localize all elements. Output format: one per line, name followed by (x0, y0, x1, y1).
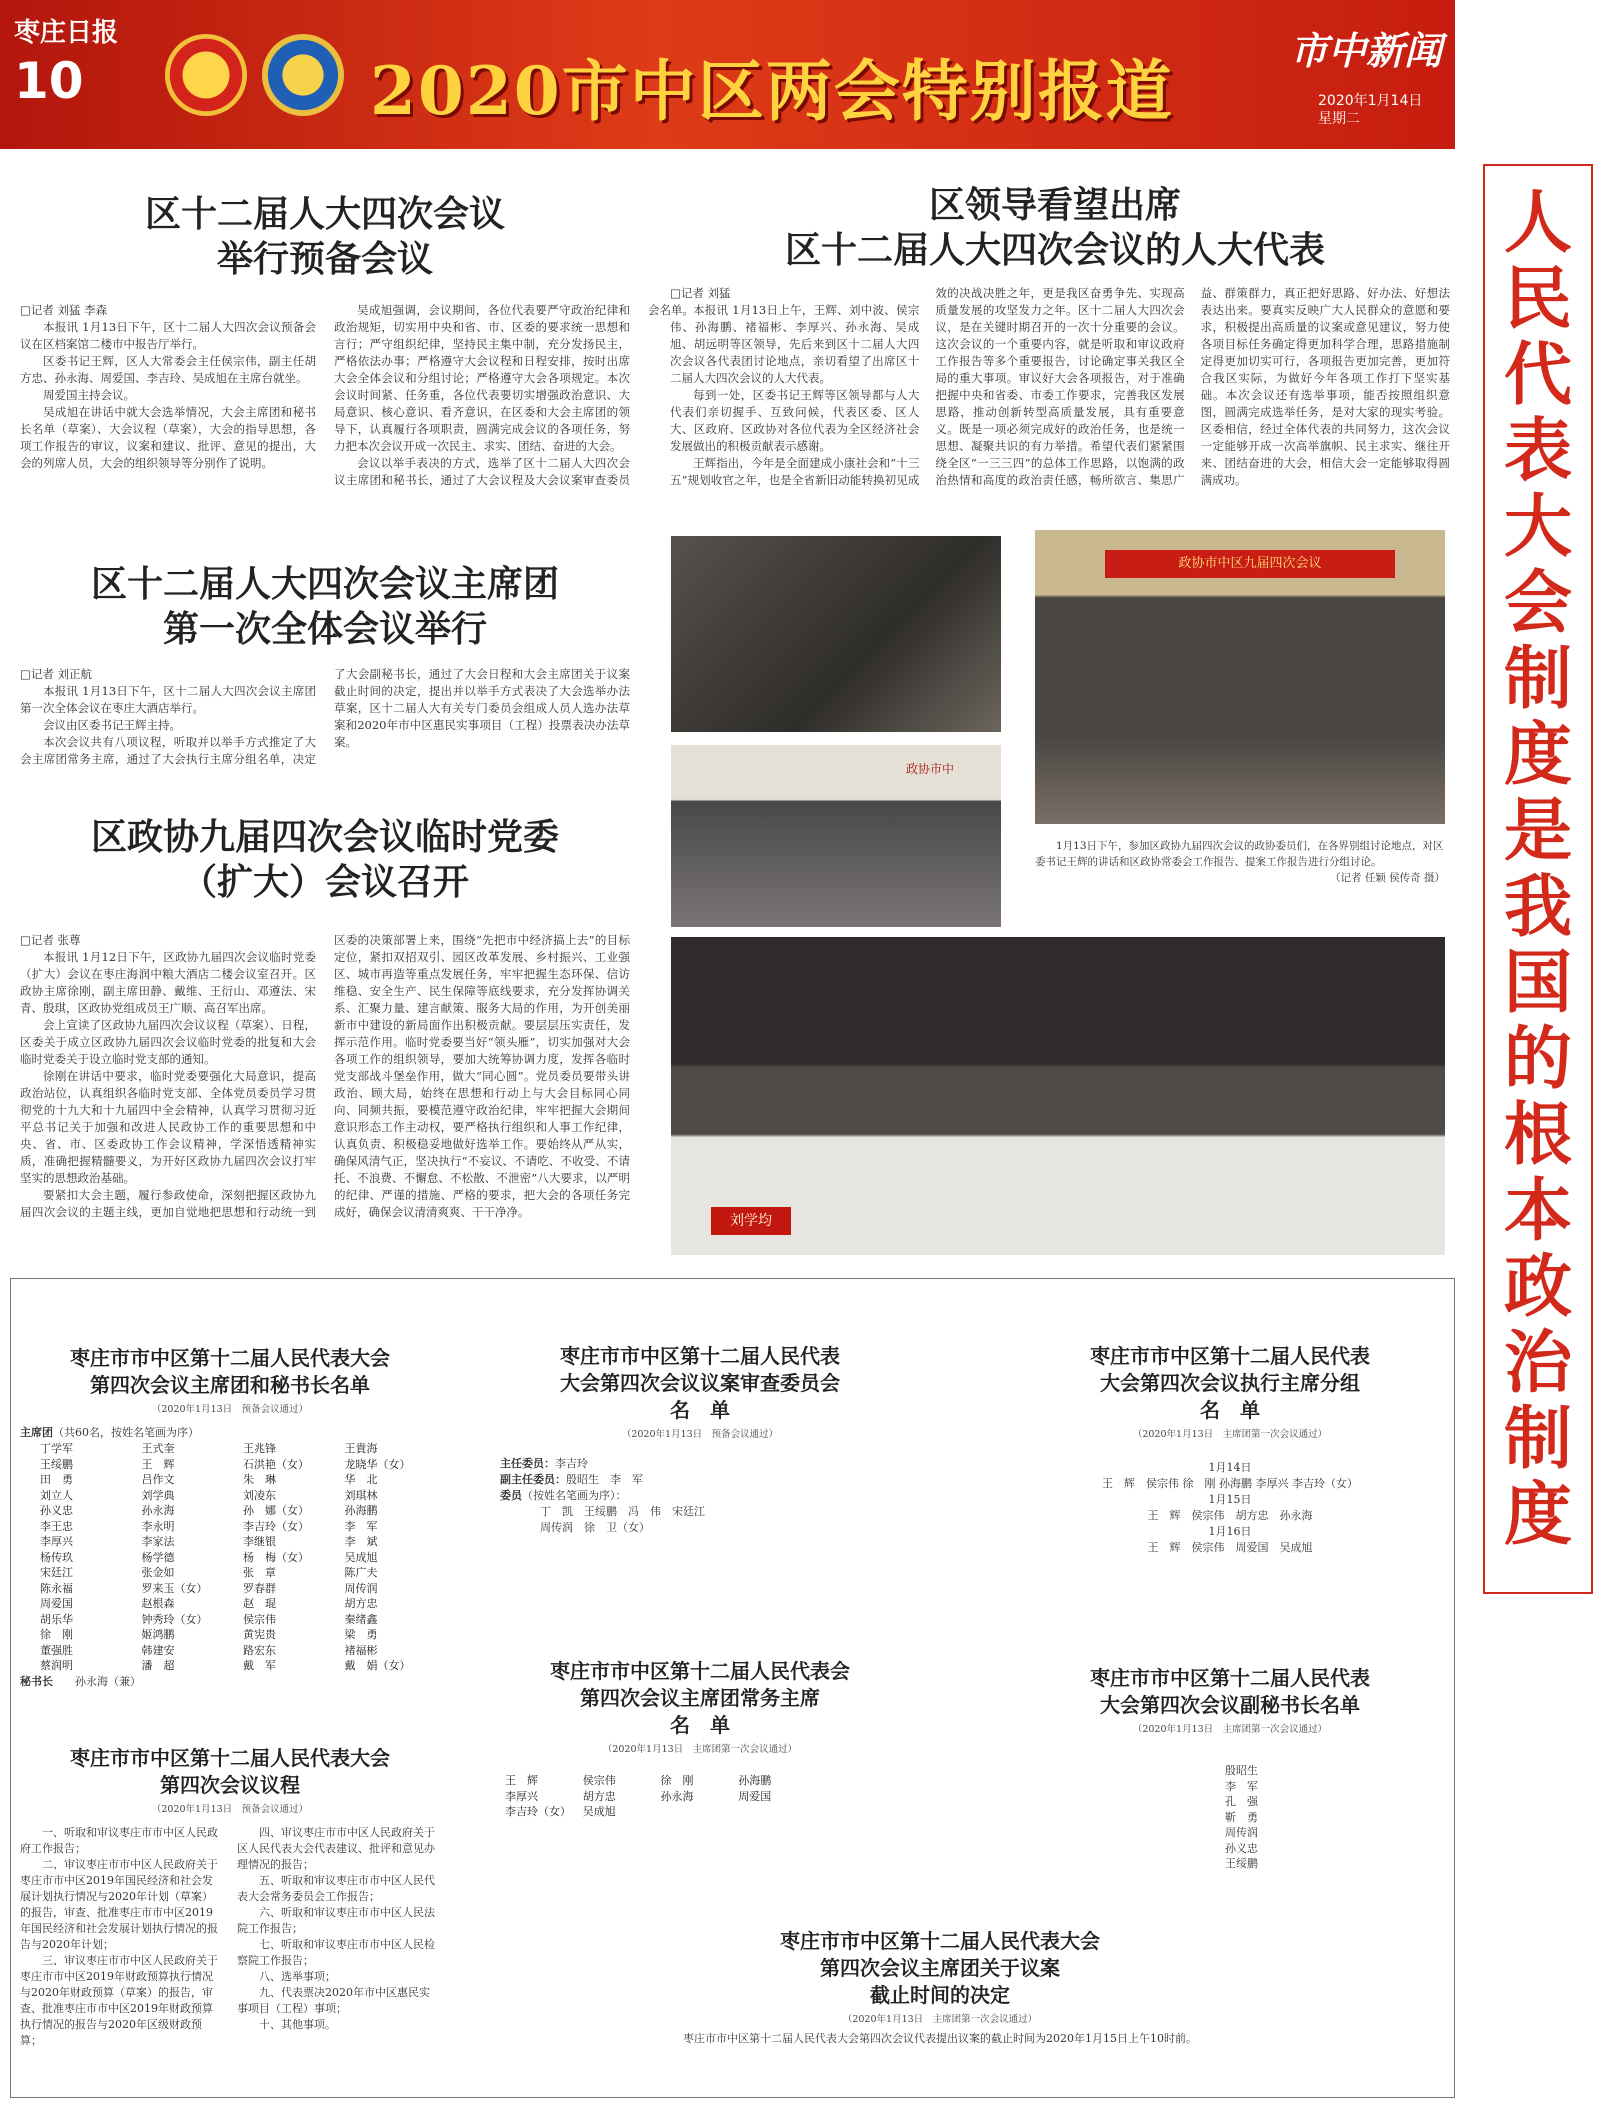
name-item: 王绥鹏 (1225, 1857, 1258, 1870)
name-item: 潘 超 (141, 1659, 175, 1672)
name-item: 王 辉 (505, 1774, 538, 1787)
list-line: 1月16日 (1208, 1525, 1252, 1538)
name-item: 徐 刚 (660, 1774, 694, 1787)
agenda-item: 九、代表票决2020年市中区惠民实事项目（工程）事项； (237, 1986, 430, 2015)
article-body: □记者 张尊 本报讯 1月12日下午，区政协九届四次会议临时党委（扩大）会议在枣庄海润中粮大酒店二楼会议室召开。区政协主席徐刚，副主席田静、戴维、王衍山、邓遵法、宋青、殷琪，区政协党组成员王广顺、高召军出席。 会上宣读了区政协九届四次会议议程（草案）、日程，区委关于成立区政协九届四次会议临时党委的批复和大会临时党委关于设立临时党支部的通知。 徐刚在讲话中要求，临时党委要强化大局意识，提高政治站位，认真组织各临时党支部、全体党员委员学习贯彻党的十九大和十九届四中全会精神，认真学习贯彻习近平总书记关于加强和改进人民政协工作的重要思想和中央、省、市、区委政协工作会议精神，学深悟透精神实质，准确把握精髓要义，为开好区政协九届四次会议打牢坚实的思想政治基础。 要紧扣大会主题，履行参政使命，深刻把握区政协九届四次会议的主题主线，更加自觉地把思想和行动统一到区委的决策部署上来，围绕“先把市中经济搞上去”的目标定位，紧扣双招双引、园区改革发展、乡村振兴、工业强区、城市再造等重点发展任务，牢牢把握生态环保、信访维稳、安全生产、民生保障等底线要求，充分发挥协调关系、汇聚力量、建言献策、服务大局的作用，为开创美丽新市中建设的新局面作出积极贡献。要层层压实责任，发挥示范作用。临时党委要当好“领头雁”，切实加强对大会各项工作的组织领导，要加大统筹协调力度，发挥各临时党支部战斗堡垒作用，做大“同心圆”。党员委员要带头讲政治、顾大局，始终在思想和行动上与大会目标同心同向、同频共振，要模范遵守政治纪律，牢牢把握大会期间意识形态工作主动权，要严格执行组织和人事工作纪律，认真负责、积极稳妥地做好选举工作。要始终从严从实，确保风清气正，坚决执行“不妄议、不请吃、不收受、不请托、不浪费、不懈怠、不松散、不泄密”八大要求，以严明的纪律、严谨的措施、严格的要求，把大会的各项任务完成好，确保会议清清爽爽、干干净净。 (20, 933, 630, 1219)
list-title: 枣庄市市中区第十二届人民代表大会 第四次会议主席团和秘书长名单 (70, 1346, 390, 1397)
article-preparatory-meeting (20, 192, 630, 282)
name-item: 赵根森 (141, 1597, 175, 1610)
name-item: 石洪艳（女） (243, 1457, 309, 1471)
banner-title: 2020市中区两会特别报道 (370, 52, 1174, 130)
name-item: 董强胜 (40, 1643, 73, 1657)
name-item: 孔 强 (1225, 1795, 1258, 1808)
page-number: 10 (14, 52, 84, 110)
agenda-item: 二、审议枣庄市市中区人民政府关于枣庄市市中区2019年国民经济和社会发展计划执行情况与2020年计划（草案）的报告，审查、批准枣庄市市中区2019年国民经济和社会发展计划执行情况的报告与2020年计划； (20, 1858, 218, 1951)
article-title: 区十二届人大四次会议主席团 (90, 564, 559, 605)
name-item: 李厚兴 (40, 1535, 73, 1548)
name-item: 李王忠 (40, 1519, 73, 1533)
committee-row: 丁 凯 王绥鹏 冯 伟 宋廷江 (540, 1505, 705, 1518)
photo-caption: 1月13日下午，参加区政协九届四次会议的政协委员们，在各界别组讨论地点，对区委书记王辉的讲话和区政协常委会工作报告、提案工作报告进行分组讨论。 （记者 任颖 侯传奇 摄） (1035, 840, 1445, 884)
name-item: 钟秀玲（女） (141, 1612, 208, 1626)
name-item: 姬鸿鹏 (141, 1628, 175, 1641)
committee-row: 副主任委员：殷昭生 李 军 (500, 1473, 643, 1486)
name-item: 李吉玲（女） (505, 1805, 571, 1818)
name-item: 刘学典 (141, 1488, 175, 1502)
name-item: 李 斌 (344, 1535, 378, 1548)
motion-deadline-decision: 枣庄市市中区第十二届人民代表大会 第四次会议主席团关于议案 截止时间的决定 （2020年1月13日 主席团第一次会议通过） 枣庄市市中区第十二届人民代表大会第四次会议代表提出议案的截止时间为2020年1月15日上午10时前。 (600, 1928, 1280, 2047)
name-item: 赵 琨 (243, 1597, 276, 1610)
cppcc-emblem-icon (262, 34, 344, 116)
article-title: 区政协九届四次会议临时党委 (90, 817, 559, 858)
committee-row: 委员（按姓名笔画为序）： (500, 1489, 627, 1502)
name-item: 张金如 (141, 1566, 175, 1579)
name-item: 吕作文 (141, 1473, 175, 1486)
article-body: □记者 刘猛 李森 本报讯 1月13日下午，区十二届人大四次会议预备会议在区档案馆二楼市中报告厅举行。 区委书记王辉，区人大常委会主任侯宗伟，副主任胡方忠、孙永海、周爱国、李吉玲、吴成旭在主席台就坐。 周爱国主持会议。 吴成旭在讲话中就大会选举情况，大会主席团和秘书长名单（草案）、大会议程（草案），大会的指导思想，各项工作报告的审议，议案和建议、批评、意见的提出，大会的列席人员，大会的组织领导等分别作了说明。 吴成旭强调，会议期间，各位代表要严守政治纪律和政治规矩，切实用中央和省、市、区委的要求统一思想和言行；严守组织纪律，坚持民主集中制，充分发扬民主，严格依法办事；严格遵守大会议程和日程安排，按时出席大会全体会议和分组讨论；严格遵守大会各项规定。本次会议时间紧、任务重，各位代表要切实增强政治意识、大局意识、核心意识、看齐意识，在区委和大会主席团的领导下，认真履行各项职责，圆满完成会议的各项任务，努力把本次会议开成一次民主、求实、团结、奋进的大会。 会议以举手表决的方式，选举了区十二届人大四次会议主席团和秘书长，通过了大会议程及大会议案审查委员会名单。 (20, 303, 694, 487)
list-line: 王 辉 侯宗伟 徐 刚 孙海鹏 李厚兴 李吉玲（女） (1102, 1477, 1358, 1490)
article-presidium-meeting: 区十二届人大四次会议主席团 第一次全体会议举行 (20, 562, 630, 652)
name-item: 孙永海 (141, 1504, 175, 1517)
name-item: 李 军 (344, 1519, 378, 1533)
article-title: 区领导看望出席 (928, 185, 1181, 226)
photo-group-discussion (1035, 530, 1445, 824)
name-item: 侯宗伟 (243, 1612, 276, 1626)
agenda-item: 五、听取和审议枣庄市市中区人民代表大会常务委员会工作报告； (237, 1874, 435, 1903)
name-item: 田 勇 (40, 1473, 73, 1486)
name-item: 黄宪贵 (243, 1628, 276, 1641)
list-line: 1月14日 (1208, 1461, 1252, 1474)
name-item: 殷昭生 (1225, 1764, 1258, 1777)
name-item: 李 军 (1225, 1779, 1258, 1793)
name-item: 周传润 (344, 1581, 378, 1595)
agenda-item: 一、听取和审议枣庄市市中区人民政府工作报告； (20, 1826, 218, 1855)
room-sign: 政协市中 (906, 762, 955, 776)
name-item: 陈永福 (40, 1581, 73, 1595)
name-item: 李吉玲（女） (243, 1519, 309, 1533)
national-emblem-icon (165, 34, 247, 116)
article-leaders-visit: 区领导看望出席 区十二届人大四次会议的人大代表 (660, 183, 1450, 273)
agenda-list: 枣庄市市中区第十二届人民代表大会 第四次会议议程 （2020年1月13日 预备会议通过） 一、听取和审议枣庄市市中区人民政府工作报告； 二、审议枣庄市市中区人民政府关于枣庄市市中区2019年国民经济和社会发展计划执行情况与2020年计划（草案）的报告，审查、批准枣庄市市中区2019年国民经济和社会发展计划执行情况的报告与2020年计划； 三、审议枣庄市市中区人民政府关于枣庄市市中区2019年财政预算执行情况与2020年财政预算（草案）的报告，审查、批准枣庄市市中区2019年财政预算执行情况的报告与2020年区级财政预算； 四、审议枣庄市市中区人民政府关于区人民代表大会代表建议、批评和意见办理情况的报告； 五、听取和审议枣庄市市中区人民代表大会常务委员会工作报告； 六、听取和审议枣庄市市中区人民法院工作报告； 七、听取和审议枣庄市市中区人民检察院工作报告； 八、选举事项； 九、代表票决2020年市中区惠民实事项目（工程）事项； 十、其他事项。 (20, 1745, 440, 2049)
article-cppcc-party-committee: 区政协九届四次会议临时党委 （扩大）会议召开 (20, 815, 630, 905)
deputy-secretary-list: 枣庄市市中区第十二届人民代表 大会第四次会议副秘书长名单 （2020年1月13日 主席团第一次会议通过） 殷昭生 李 军 孔 强 靳 勇 周传润 孙义忠 王绥鹏 (1010, 1665, 1450, 1872)
name-item: 龙晓华（女） (344, 1457, 411, 1471)
name-item: 吴成旭 (582, 1805, 616, 1818)
agenda-item: 十、其他事项。 (259, 2018, 336, 2031)
name-item: 李家法 (141, 1535, 175, 1548)
name-item: 褚福彬 (344, 1643, 378, 1657)
name-item: 罗来玉（女） (141, 1581, 208, 1595)
article-title: 区十二届人大四次会议 举行预备会议 (144, 194, 505, 280)
name-item: 胡方忠 (344, 1597, 378, 1610)
name-item: 王貴海 (344, 1442, 378, 1455)
name-item: 胡方忠 (582, 1789, 616, 1803)
name-item: 周爱国 (40, 1597, 73, 1610)
name-item: 王 辉 (141, 1457, 175, 1471)
name-item: 吴成旭 (344, 1550, 378, 1564)
name-item: 孙永海 (660, 1789, 694, 1803)
name-item: 孙义忠 (1225, 1841, 1258, 1855)
executive-chair-groups-list: 枣庄市市中区第十二届人民代表 大会第四次会议执行主席分组 名 单 （2020年1月13日 主席团第一次会议通过） 1月14日 王 辉 侯宗伟 徐 刚 孙海鹏 李厚兴 李吉玲（女） 1月15日 王 辉 侯宗伟 胡方忠 孙永海 1月16日 王 辉 侯宗伟 周爱国 吴成旭 (1010, 1343, 1450, 1556)
name-item: 华 北 (344, 1473, 378, 1486)
agenda-item: 八、选举事项； (259, 1970, 336, 1983)
list-line: 王 辉 侯宗伟 胡方忠 孙永海 (1147, 1509, 1313, 1522)
page-banner (0, 0, 1455, 149)
name-item: 杨 梅（女） (243, 1550, 309, 1564)
list-title: 枣庄市市中区第十二届人民代表会 第四次会议主席团常务主席 名 单 (550, 1659, 850, 1737)
list-title: 枣庄市市中区第十二届人民代表 大会第四次会议执行主席分组 名 单 (1090, 1344, 1370, 1422)
list-line: 1月15日 (1208, 1493, 1252, 1506)
agenda-item: 七、听取和审议枣庄市市中区人民检察院工作报告； (237, 1938, 435, 1967)
issue-date: 2020年1月14日 星期二 (1318, 93, 1423, 127)
name-item: 徐 刚 (40, 1628, 73, 1641)
name-item: 刘立人 (40, 1488, 73, 1502)
name-item: 朱 琳 (243, 1473, 276, 1486)
list-line: 王 辉 侯宗伟 周爱国 吴成旭 (1147, 1541, 1313, 1554)
presidium-list: 枣庄市市中区第十二届人民代表大会 第四次会议主席团和秘书长名单 （2020年1月13日 预备会议通过） 主席团（共60名，按姓名笔画为序） 丁学军 王式奎 王兆锋 王貴海 王绥鹏 王 辉 石洪艳（女） 龙晓华（女） 田 勇 吕作文 朱 琳 华 北 刘立人 刘学典 刘凌东 刘琪林 孙义忠 孙永海 孙 娜（女） 孙海鹏 李王忠 李永明 李吉玲（女） 李 军 李厚兴 李家法 李继银 李 斌 杨传玖 杨学德 杨 梅（女） 吴成旭 宋廷江 张金如 张 章 陈广夫 陈永福 罗来玉（女） 罗春群 周传润 周爱国 赵根森 赵 琨 胡方忠 胡乐华 钟秀玲（女） 侯宗伟 秦绪鑫 徐 刚 姬鸿鹏 黄宪贵 梁 勇 董强胜 韩建安 路宏东 褚福彬 蔡润明 潘 超 戴 军 戴 娟（女） 秘书长 孙永海（兼） (20, 1345, 440, 1690)
photo-committee-session (671, 937, 1445, 1255)
agenda-item: 三、审议枣庄市市中区人民政府关于枣庄市市中区2019年财政预算执行情况与2020年财政预算（草案）的报告，审查、批准枣庄市市中区2019年财政预算执行情况的报告与2020年区级财政预算； (20, 1954, 218, 2047)
meeting-banner: 政协市中区九届四次会议 (1105, 550, 1395, 578)
name-item: 王绥鹏 (40, 1457, 73, 1471)
name-item: 路宏东 (243, 1643, 276, 1657)
side-vertical-title: 人民代表大会制度是我国的根本政治制度 (1483, 164, 1593, 1594)
agenda-item: 六、听取和审议枣庄市市中区人民法院工作报告； (237, 1906, 435, 1935)
name-item: 宋廷江 (40, 1566, 73, 1579)
name-item: 韩建安 (141, 1643, 175, 1657)
name-item: 王兆锋 (243, 1442, 276, 1455)
presidium-names (20, 1441, 440, 1674)
name-item: 戴 军 (243, 1659, 276, 1672)
list-title: 枣庄市市中区第十二届人民代表大会 第四次会议议程 (70, 1746, 390, 1797)
name-item: 丁学军 (40, 1442, 73, 1455)
standing-chair-list: 枣庄市市中区第十二届人民代表会 第四次会议主席团常务主席 名 单 （2020年1月13日 主席团第一次会议通过） 王 辉 侯宗伟 徐 刚 孙海鹏 李厚兴 胡方忠 孙永海 周爱国 李吉玲（女） 吴成旭 (470, 1658, 930, 1820)
name-item: 侯宗伟 (582, 1774, 616, 1787)
name-item: 张 章 (243, 1566, 276, 1579)
name-item: 陈广夫 (344, 1566, 378, 1579)
committee-row: 周传润 徐 卫（女） (540, 1521, 650, 1534)
name-item: 戴 娟（女） (344, 1659, 411, 1672)
name-item: 李继银 (243, 1535, 276, 1548)
photo-delegates-meeting (671, 536, 1001, 732)
list-title: 枣庄市市中区第十二届人民代表大会 第四次会议主席团关于议案 截止时间的决定 (780, 1929, 1100, 2007)
agenda-item: 四、审议枣庄市市中区人民政府关于区人民代表大会代表建议、批评和意见办理情况的报告； (237, 1826, 435, 1871)
name-item: 刘琪林 (344, 1488, 378, 1502)
name-item: 蔡润明 (40, 1659, 73, 1672)
name-item: 李永明 (141, 1519, 175, 1533)
name-item: 胡乐华 (40, 1612, 73, 1626)
motion-review-committee-list: 枣庄市市中区第十二届人民代表 大会第四次会议议案审查委员会 名 单 （2020年1月13日 预备会议通过） 主任委员：李吉玲 副主任委员：殷昭生 李 军 委员（按姓名笔画为序）： 丁 凯 王绥鹏 冯 伟 宋廷江 周传润 徐 卫（女） (470, 1343, 930, 1536)
name-item: 周传润 (1225, 1826, 1258, 1839)
name-item: 孙义忠 (40, 1504, 73, 1517)
name-item: 杨传玖 (40, 1550, 73, 1564)
name-item: 孙 娜（女） (243, 1504, 309, 1517)
name-item: 孙海鹏 (738, 1774, 772, 1787)
newspaper-logo: 枣庄日报 (14, 18, 119, 48)
article-body: □记者 刘猛 本报讯 1月13日上午，王辉、刘中波、侯宗伟、孙海鹏、褚福彬、李厚兴、孙永海、吴成旭、胡远明等区领导，先后来到区十二届人大四次会议各代表团讨论地点，亲切看望了出席区十二届人大四次会议的人大代表。 每到一处，区委书记王辉等区领导都与人大代表们亲切握手、互致问候，代表区委、区人大、区政府、区政协对各位代表为全区经济社会发展做出的积极贡献表示感谢。 王辉指出，今年是全面建成小康社会和“十三五”规划收官之年，也是全省新旧动能转换初见成效的决战决胜之年，更是我区奋勇争先、实现高质量发展的攻坚发力之年。区十二届人大四次会议，是在关键时期召开的一次十分重要的会议。这次会议的一个重要内容，就是听取和审议政府工作报告等多个重要报告，讨论确定事关我区全局的重大事项。审议好大会各项报告，对于准确把握中央和省委、市委工作要求，完善我区发展思路，推动创新转型高质量发展，具有重要意义。既是一项必须完成好的政治任务，也是统一思想、凝聚共识的有力举措。希望代表们紧紧围绕全区“一三三四”的总体工作思路，以饱满的政治热情和高度的政治责任感，畅所欲言、集思广益、群策群力，真正把好思路、好办法、好想法表达出来。要真实反映广大人民群众的意愿和要求，积极提出高质量的议案或意见建议，努力使各项目标任务确定得更加科学合理，思路措施制定得更加切实可行，各项报告更加完善，更加符合我区实际，为做好今年各项工作打下坚实基础。本次会议还有选举事项，能否按照组织意图，圆满完成选举任务，是对大家的现实考验。区委相信，经过全体代表的共同努力，这次会议一定能够开成一次高举旗帜、民主求实、继往开来、团结奋进的大会，相信大会一定能够取得圆满成功。 (670, 286, 1450, 487)
section-brand: 市中新闻 (1290, 28, 1443, 73)
name-item: 秦绪鑫 (344, 1612, 378, 1626)
list-title: 枣庄市市中区第十二届人民代表 大会第四次会议副秘书长名单 (1090, 1666, 1370, 1717)
photo-cppcc-discussion (671, 745, 1001, 927)
name-item: 王式奎 (141, 1442, 175, 1455)
name-item: 李厚兴 (505, 1789, 538, 1803)
name-item: 靳 勇 (1225, 1810, 1258, 1824)
name-item: 杨学德 (141, 1550, 175, 1564)
article-body: □记者 刘正航 本报讯 1月13日下午，区十二届人大四次会议主席团第一次全体会议在枣庄大酒店举行。 会议由区委书记王辉主持。 本次会议共有八项议程，听取并以举手方式推定了大会主席团常务主席，通过了大会执行主席分组名单，决定了大会副秘书长，通过了大会日程和大会主席团关于议案截止时间的决定，提出并以举手方式表决了大会选举办法草案，区十二届人大有关专门委员会组成人员人选办法草案和2020年市中区惠民实事项目（工程）投票表决办法草案。 (20, 667, 630, 766)
name-item: 刘凌东 (243, 1488, 276, 1502)
name-item: 梁 勇 (344, 1628, 378, 1641)
name-item: 孙海鹏 (344, 1504, 378, 1517)
name-item: 周爱国 (738, 1789, 772, 1803)
committee-row: 主任委员：李吉玲 (500, 1457, 588, 1470)
name-item: 罗春群 (243, 1581, 276, 1595)
nameplate: 刘学均 (711, 1207, 791, 1235)
list-title: 枣庄市市中区第十二届人民代表 大会第四次会议议案审查委员会 名 单 (560, 1344, 840, 1422)
